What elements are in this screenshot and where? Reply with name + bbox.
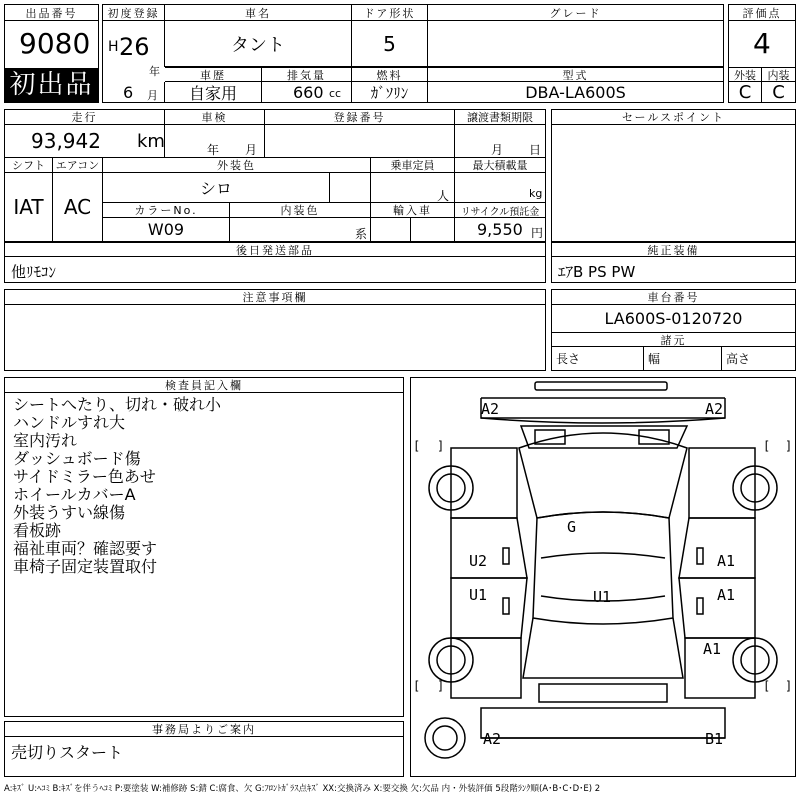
import-cell-2: [411, 218, 455, 241]
svg-text:]: ]: [437, 679, 445, 693]
score-label: 評価点: [729, 5, 795, 21]
mileage-label: 走行: [5, 110, 165, 125]
svg-text:[: [: [413, 439, 421, 453]
office-box: [4, 721, 404, 777]
reg-label: 初度登録: [103, 5, 165, 21]
damage-rear-right: B1: [705, 730, 724, 748]
month-unit: 月: [147, 89, 158, 102]
later-parts-label: 後日発送部品: [5, 242, 545, 257]
damage-right-rear: A1: [703, 640, 722, 658]
svg-text:[: [: [763, 679, 771, 693]
displacement: 660: [293, 83, 324, 102]
import-cell: [371, 218, 411, 241]
era: H: [108, 39, 119, 55]
header-grid: [102, 4, 724, 103]
inspection-month-unit: 月: [245, 143, 258, 157]
ac: AC: [53, 173, 103, 241]
lot-number: 9080: [19, 27, 91, 60]
load-label: 最大積載量: [455, 158, 545, 173]
note-line: 看板跡: [13, 521, 62, 540]
genuine-label: 純正装備: [552, 242, 795, 257]
sales-label: セールスポイント: [552, 110, 795, 125]
height-cell: [722, 347, 795, 370]
office-value: 売切りスタート: [11, 743, 124, 762]
later-parts-value: 他ﾘﾓｺﾝ: [11, 263, 57, 281]
color-extra: [330, 173, 371, 203]
reg-year: 26: [119, 33, 150, 61]
chassis-label: 車台番号: [552, 290, 795, 305]
transfer-label: 譲渡書類期限: [455, 110, 545, 125]
transfer-month-unit: 月: [491, 143, 504, 157]
width-label: 幅: [648, 352, 661, 366]
inspection-label: 車検: [165, 110, 265, 125]
lot-label: 出品番号: [5, 5, 98, 21]
history: 自家用: [165, 82, 262, 102]
recycle-label: リサイクル預託金: [455, 203, 545, 218]
plate-label: 登録番号: [265, 110, 455, 125]
doors: 5: [352, 21, 428, 67]
interior-label: 内装色: [230, 203, 371, 218]
ext-label: 外装: [729, 67, 762, 82]
interior-unit: 系: [355, 227, 368, 241]
kg-unit: kg: [529, 187, 543, 200]
mileage: 93,942: [31, 129, 101, 153]
svg-text:[: [: [763, 439, 771, 453]
inspector-box: [4, 377, 404, 717]
grade: [428, 21, 723, 67]
color-no: W09: [103, 218, 230, 241]
damage-front-right: A2: [705, 400, 724, 418]
svg-text:[: [: [413, 679, 421, 693]
width-cell: [644, 347, 722, 370]
color: シロ: [103, 173, 330, 203]
genuine-value: ｴｱB PS PW: [558, 263, 636, 281]
import-label: 輸入車: [371, 203, 455, 218]
note-line: サイドミラー色あせ: [13, 467, 156, 486]
length-cell: [552, 347, 644, 370]
ext-grade: C: [729, 82, 762, 102]
note-line: 福祉車両？確認要す: [13, 539, 158, 558]
inspector-label: 検査員記入欄: [5, 378, 403, 393]
damage-right-upper: A1: [717, 552, 736, 570]
ac-label: エアコン: [53, 158, 103, 173]
color-no-label: カラーNo.: [103, 203, 230, 218]
car-diagram: [410, 377, 796, 777]
length-label: 長さ: [556, 352, 581, 366]
sales-box: [551, 109, 796, 242]
shift: IAT: [5, 173, 53, 241]
reg-month: 6: [123, 83, 134, 102]
interior-cell: [230, 218, 371, 241]
car-outline: [411, 378, 795, 776]
later-parts-box: [4, 242, 546, 283]
fuel-label: 燃料: [352, 67, 428, 82]
genuine-box: [551, 242, 796, 283]
yen-unit: 円: [531, 226, 544, 240]
int-grade: C: [772, 82, 785, 102]
cc-unit: cc: [329, 87, 342, 100]
svg-text:]: ]: [437, 439, 445, 453]
car-name: タント: [165, 21, 352, 67]
score-box: [728, 4, 796, 103]
damage-center: U1: [593, 588, 612, 606]
recycle: 9,550: [477, 220, 523, 239]
note-line: ダッシュボード傷: [13, 449, 141, 468]
score: 4: [753, 27, 771, 60]
cautions-box: [4, 289, 546, 371]
damage-left-upper: U2: [469, 552, 488, 570]
transfer-day-unit: 日: [529, 143, 542, 157]
lot-box: [4, 4, 99, 103]
note-line: シートへたり、切れ・破れ小: [13, 395, 222, 414]
model: DBA-LA600S: [525, 82, 626, 102]
damage-right-lower: A1: [717, 586, 736, 604]
note-line: 車椅子固定装置取付: [13, 557, 158, 576]
inspection-year-unit: 年: [207, 143, 220, 157]
door-label: ドア形状: [352, 5, 428, 21]
year-unit: 年: [149, 65, 160, 78]
detail-grid: [4, 109, 546, 242]
note-line: 外装うすい線傷: [13, 503, 126, 522]
svg-text:]: ]: [785, 679, 793, 693]
note-line: ホイールカバーA: [13, 485, 136, 504]
model-label: 型式: [428, 67, 723, 82]
chassis-value: LA600S-0120720: [552, 305, 795, 333]
person-unit: 人: [437, 189, 450, 203]
damage-left-lower: U1: [469, 586, 488, 604]
office-label: 事務局よりご案内: [5, 722, 403, 737]
note-line: 室内汚れ: [13, 431, 78, 450]
plate-cell: [265, 125, 455, 158]
legend: A:ｷｽﾞ U:ﾍｺﾐ B:ｷｽﾞを伴うﾍｺﾐ P:要塗装 W:補修跡 S:錆 C:腐食、欠 G:ﾌﾛﾝﾄｶﾞﾗｽ点ｷｽﾞ XX:交換済み X:要交換 欠:欠品 内・外装評価 5段階ﾗﾝｸ順(A･B･C･D･E) 2: [4, 784, 601, 794]
height-label: 高さ: [726, 352, 751, 366]
damage-front-left: A2: [481, 400, 500, 418]
note-line: ハンドルすれ大: [13, 413, 126, 432]
dims-label: 諸元: [552, 333, 795, 347]
damage-rear-left: A2: [483, 730, 502, 748]
displacement-label: 排気量: [262, 67, 352, 82]
int-label: 内装: [762, 67, 795, 82]
name-label: 車名: [165, 5, 352, 21]
cautions-label: 注意事項欄: [5, 290, 545, 305]
capacity-label: 乗車定員: [371, 158, 455, 173]
km-unit: km: [137, 131, 165, 152]
color-label: 外装色: [103, 158, 371, 173]
chassis-box: [551, 289, 796, 371]
grade-label: グレード: [428, 5, 723, 21]
first-listing-badge: 初出品: [5, 68, 98, 102]
shift-label: シフト: [5, 158, 53, 173]
damage-roof: G: [567, 518, 577, 536]
svg-text:]: ]: [785, 439, 793, 453]
history-label: 車歴: [165, 67, 262, 82]
fuel: ｶﾞｿﾘﾝ: [352, 82, 428, 102]
